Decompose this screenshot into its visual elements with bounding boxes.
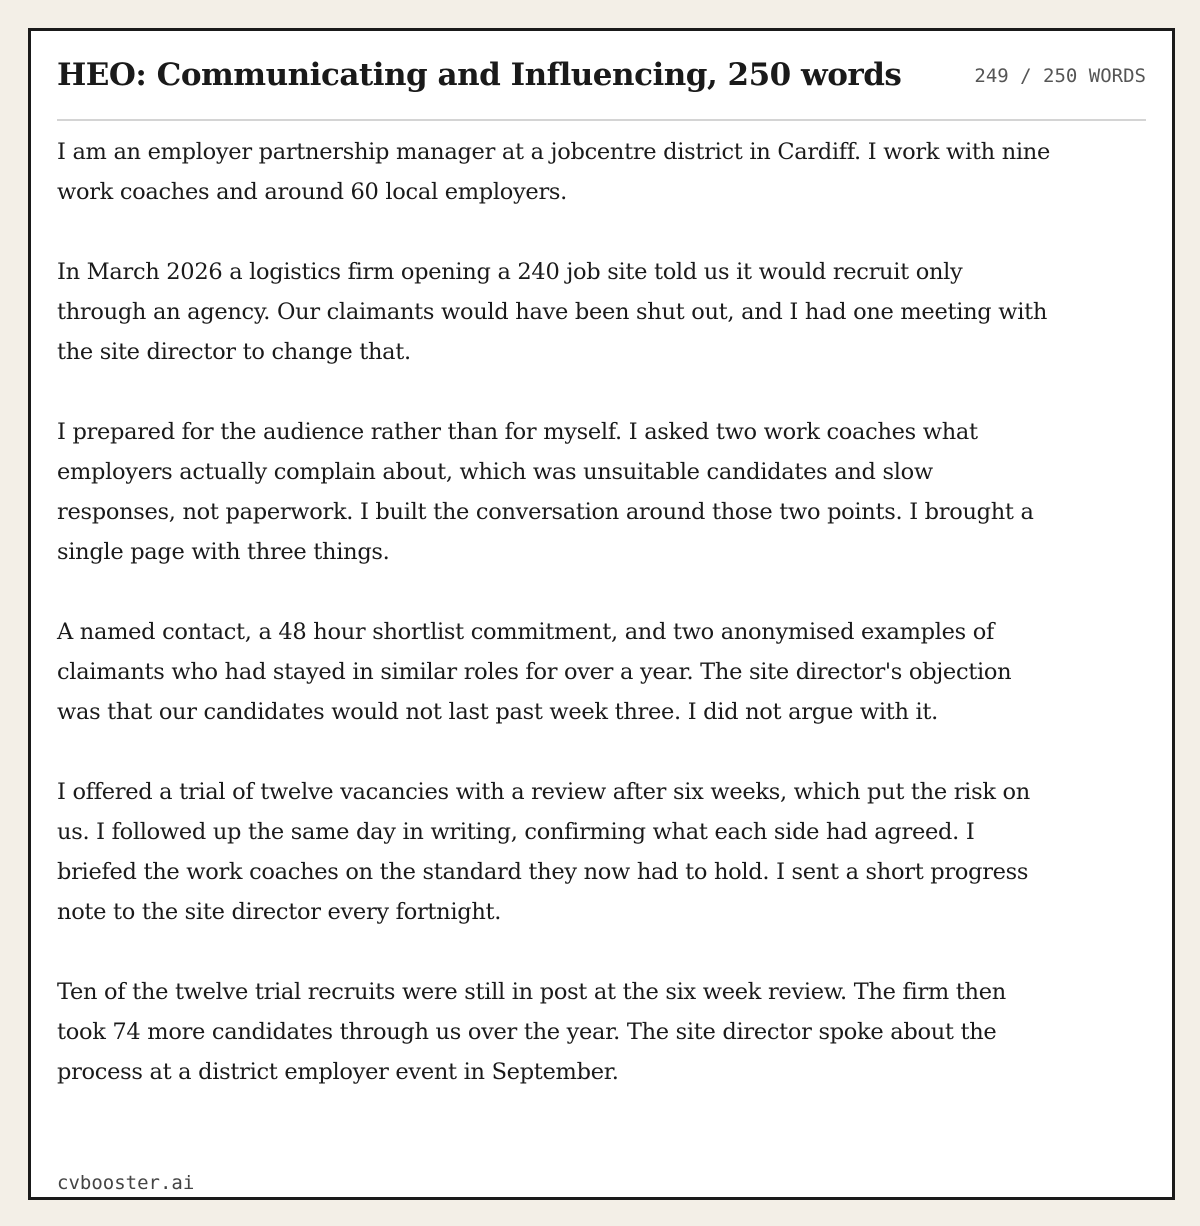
word-count: 249 / 250 WORDS [974,65,1146,87]
page-title: HEO: Communicating and Influencing, 250 words [57,57,902,93]
statement-card [28,28,1175,1200]
card-header [57,53,1146,121]
paragraph: In March 2026 a logistics firm opening a 240 job site told us it would recruit only through an agency. Our claimants would have been shut out, and I had one meeting with the site director to change that. [57,259,1048,365]
brand-footer: cvbooster.ai [57,1172,195,1194]
statement-body [57,132,1057,1132]
paragraph: I prepared for the audience rather than for myself. I asked two work coaches what employers actually complain about, which was unsuitable candidates and slow responses, not paperwork. I built the conversation around those two points. I brought a single page with three things. [57,419,1034,565]
paragraph: A named contact, a 48 hour shortlist commitment, and two anonymised examples of claimants who had stayed in similar roles for over a year. The site director's objection was that our candidates would not last past week three. I did not argue with it. [57,619,1012,725]
paragraph: I am an employer partnership manager at a jobcentre district in Cardiff. I work with nine work coaches and around 60 local employers. [57,139,1050,205]
paragraph: I offered a trial of twelve vacancies with a review after six weeks, which put the risk on us. I followed up the same day in writing, confirming what each side had agreed. I briefed the work coaches on the standard they now had to hold. I sent a short progress note to the site director every fortnight. [57,779,1030,925]
paragraph: Ten of the twelve trial recruits were still in post at the six week review. The firm then took 74 more candidates through us over the year. The site director spoke about the process at a district employer event in September. [57,979,1006,1085]
